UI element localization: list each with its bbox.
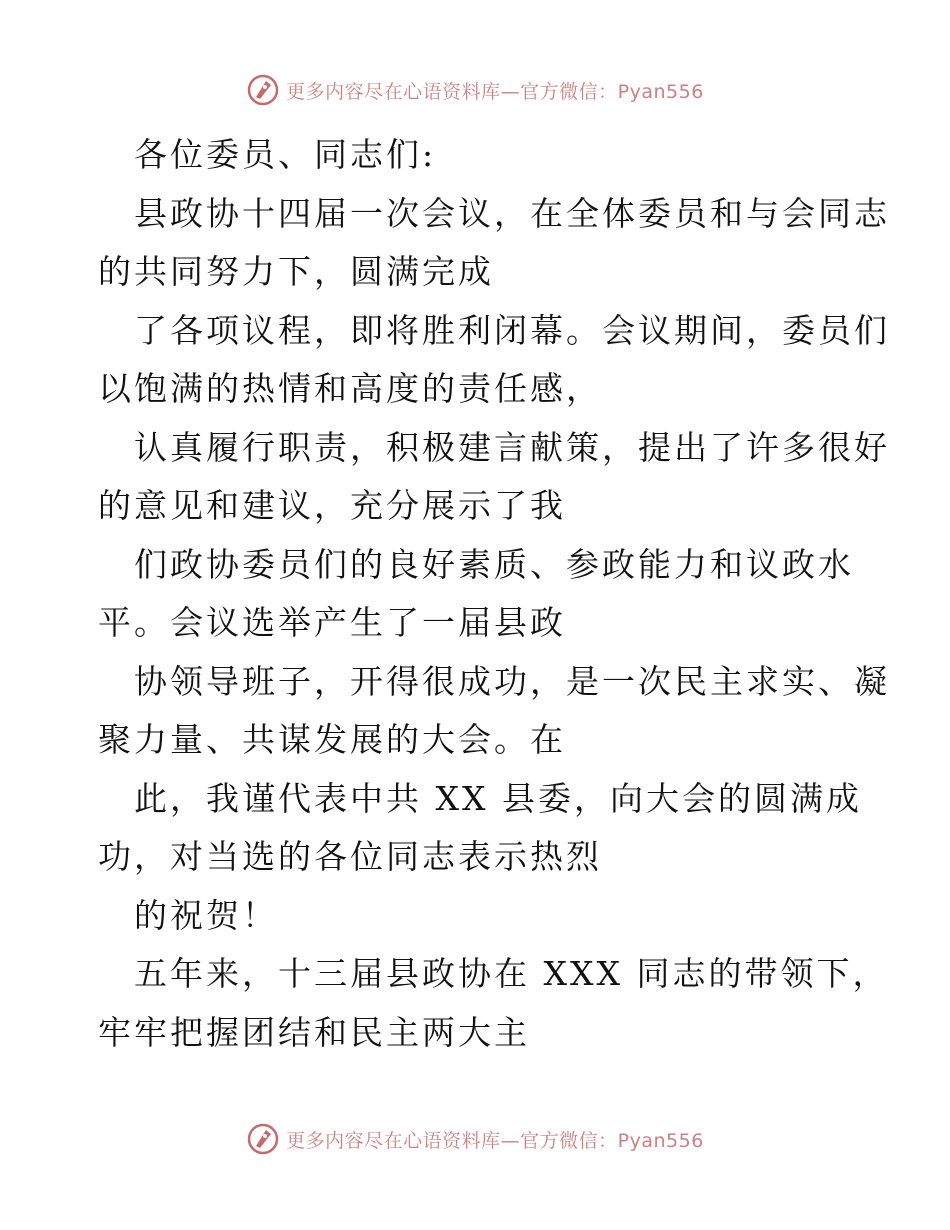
text-line: 协领导班子，开得很成功，是一次民主求实、凝 [134,661,890,701]
text-line: 平。会议选举产生了一届县政 [98,603,566,642]
banner-text: 更多内容尽在心语资料库—官方微信：Pyan556 [286,80,704,103]
text-line: 此，我谨代表中共 XX 县委，向大会的圆满成 [134,778,862,818]
text-line: 以饱满的热情和高度的责任感， [98,369,602,408]
footer-banner [0,1119,950,1159]
text-line: 功，对当选的各位同志表示热烈 [98,837,602,876]
text-line: 五年来，十三届县政协在 XXX 同志的带领下， [134,954,889,993]
text-line: 县政协十四届一次会议，在全体委员和与会同志 [134,193,890,233]
pen-nib-circle-icon [246,73,280,107]
text-line: 了各项议程，即将胜利闭幕。会议期间，委员们 [134,310,890,350]
text-line: 牢牢把握团结和民主两大主 [98,1012,530,1052]
pen-nib-circle-icon [246,1122,280,1156]
text-line: 各位委员、同志们: [134,135,437,174]
text-line: 的共同努力下，圆满完成 [98,252,494,291]
text-line: 聚力量、共谋发展的大会。在 [98,720,566,759]
text-line: 的祝贺！ [134,895,278,935]
text-line: 们政协委员们的良好素质、参政能力和议政水 [134,544,854,584]
banner-text: 更多内容尽在心语资料库—官方微信：Pyan556 [286,1129,704,1152]
text-line: 认真履行职责，积极建言献策，提出了许多很好 [134,427,890,467]
text-line: 的意见和建议，充分展示了我 [98,486,566,525]
header-banner [0,70,950,110]
document-body [98,126,890,1062]
